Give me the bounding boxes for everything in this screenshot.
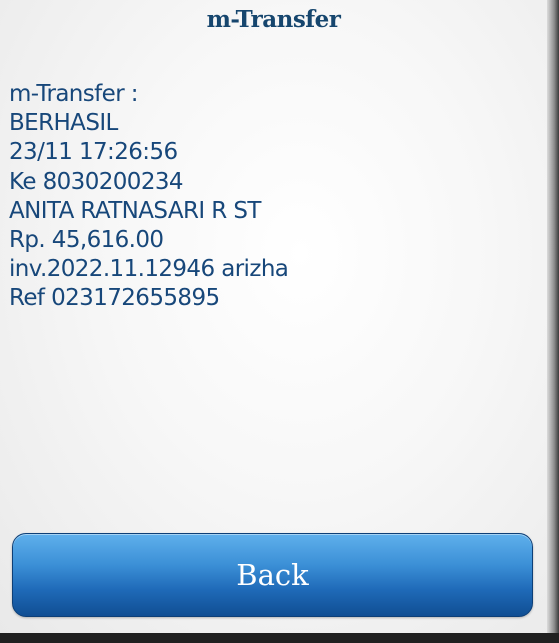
message-line-description: inv.2022.11.12946 arizha	[9, 256, 289, 283]
back-button[interactable]: Back	[12, 533, 533, 617]
page-title: m-Transfer	[206, 6, 341, 33]
window-edge	[547, 0, 559, 643]
message-line-reference: Ref 023172655895	[9, 285, 220, 312]
message-line-datetime: 23/11 17:26:56	[9, 139, 178, 166]
bottom-edge	[0, 633, 559, 643]
message-line-heading: m-Transfer :	[9, 81, 138, 107]
message-line-destination-account: Ke 8030200234	[9, 168, 183, 195]
message-line-recipient-name: ANITA RATNASARI R ST	[9, 197, 261, 224]
message-line-amount: Rp. 45,616.00	[9, 227, 164, 254]
transfer-message	[9, 80, 529, 314]
message-line-status: BERHASIL	[9, 110, 118, 137]
